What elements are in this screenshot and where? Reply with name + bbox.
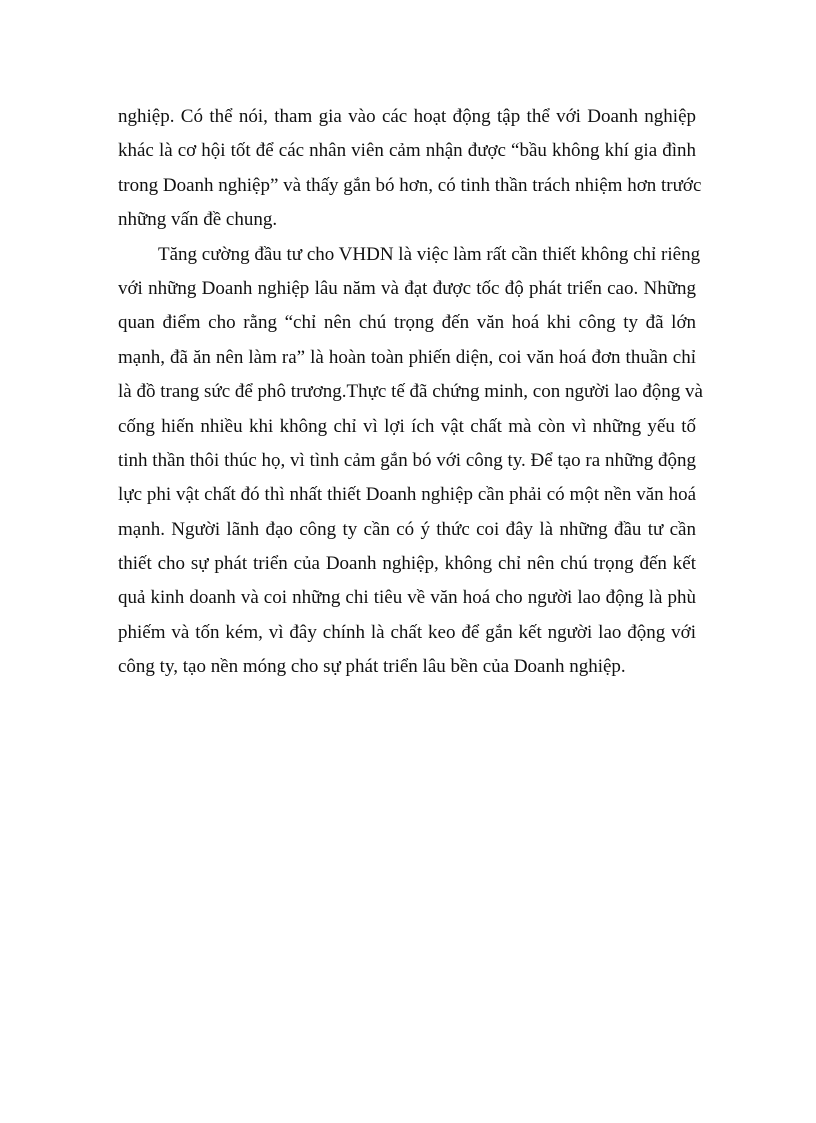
paragraph-2-line-9: mạnh. Người lãnh đạo công ty cần có ý thức coi đây là những đầu tư cần [118,518,696,540]
paragraph-2-line-2: với những Doanh nghiệp lâu năm và đạt được tốc độ phát triển cao. Những [118,277,696,299]
paragraph-1-line-4: những vấn đề chung. [118,209,278,231]
paragraph-2-line-12: phiếm và tốn kém, vì đây chính là chất keo để gắn kết người lao động với [118,621,696,643]
paragraph-2-line-6: cống hiến nhiều khi không chỉ vì lợi ích vật chất mà còn vì những yếu tố [118,415,696,437]
paragraph-1-line-2: khác là cơ hội tốt để các nhân viên cảm nhận được “bầu không khí gia đình [118,140,696,162]
paragraph-2-line-11: quả kinh doanh và coi những chi tiêu về văn hoá cho người lao động là phù [118,587,696,609]
paragraph-2-line-4: mạnh, đã ăn nên làm ra” là hoàn toàn phiến diện, coi văn hoá đơn thuần chỉ [118,346,696,368]
paragraph-2-line-10: thiết cho sự phát triển của Doanh nghiệp, không chỉ nên chú trọng đến kết [118,553,696,575]
paragraph-2-line-7: tinh thần thôi thúc họ, vì tình cảm gắn bó với công ty. Để tạo ra những động [118,449,696,471]
paragraph-1-line-3: trong Doanh nghiệp” và thấy gắn bó hơn, có tinh thần trách nhiệm hơn trước [118,174,702,196]
paragraph-1-line-1: nghiệp. Có thể nói, tham gia vào các hoạt động tập thể với Doanh nghiệp [118,106,696,127]
body-text [118,100,703,685]
paragraph-2-line-5: là đồ trang sức để phô trương.Thực tế đã chứng minh, con người lao động và [118,381,703,403]
paragraph-2-line-1: Tăng cường đầu tư cho VHDN là việc làm rất cần thiết không chỉ riêng [158,243,701,265]
paragraph-2-line-8: lực phi vật chất đó thì nhất thiết Doanh nghiệp cần phải có một nền văn hoá [118,484,696,506]
paragraph-2-line-13: công ty, tạo nền móng cho sự phát triển lâu bền của Doanh nghiệp. [118,656,626,678]
paragraph-2-line-3: quan điểm cho rằng “chỉ nên chú trọng đến văn hoá khi công ty đã lớn [118,312,696,334]
